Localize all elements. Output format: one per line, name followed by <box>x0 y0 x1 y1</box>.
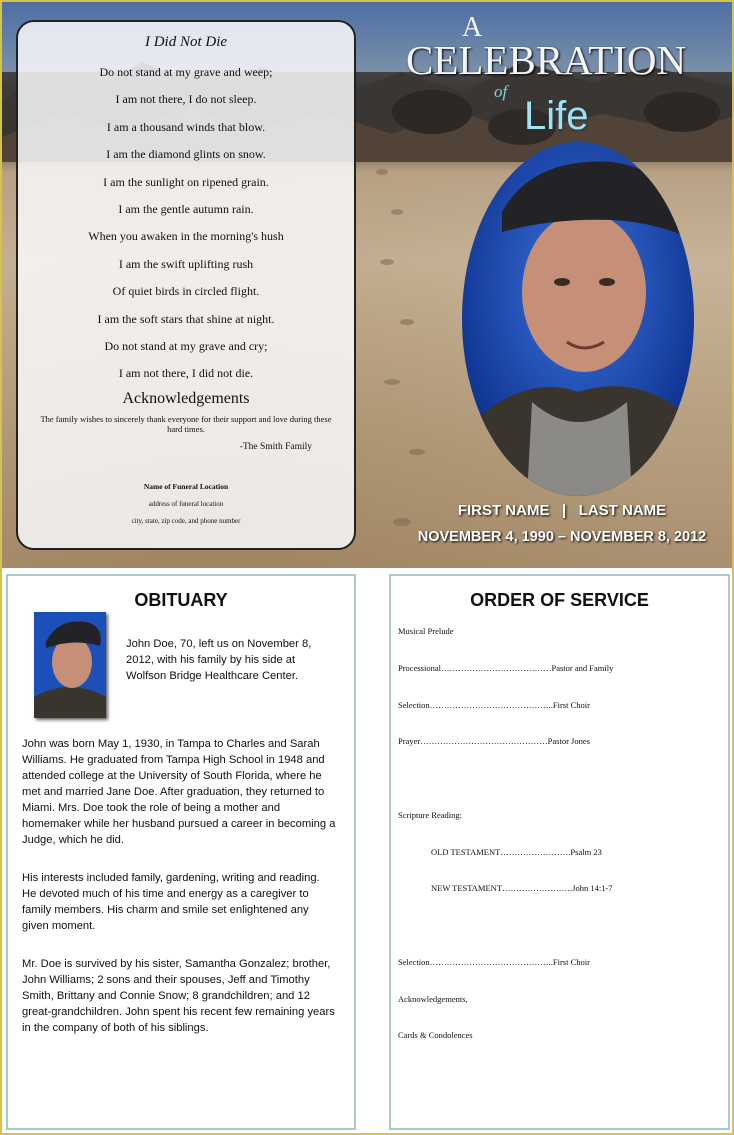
heading-of: of <box>494 82 508 101</box>
poem-line: I am the soft stars that shine at night. <box>97 311 275 326</box>
location-name: Name of Funeral Location <box>143 481 229 491</box>
deceased-name: FIRST NAME | LAST NAME <box>457 502 667 519</box>
poem-line: Do not stand at my grave and cry; <box>104 338 268 353</box>
obituary-paragraph: John was born May 1, 1930, in Tampa to Charles and Sarah Williams. He graduated from Tampa High School in 1948 and attended college at the University of South Florida, where he met and married Jane Doe. After graduation, they returned to Miami. Mrs. Doe took the role of being a mother and homemaker while her husband pursued a career in becoming a Judge, which he did. <box>22 738 336 846</box>
service-item: Acknowledgements, <box>398 994 468 1004</box>
service-item: Selection……………………………………..First Choir <box>398 957 590 967</box>
heading-life: Life <box>524 94 589 138</box>
poem-line: When you awaken in the morning's hush <box>88 229 284 244</box>
footprints-decor <box>362 152 452 552</box>
service-title: ORDER OF SERVICE <box>470 590 649 610</box>
location-address: address of funeral location <box>148 499 224 508</box>
acknowledgements-text: The family wishes to sincerely thank everyone for their support and love during these hard times. <box>40 413 332 434</box>
poem-line: I am a thousand winds that blow. <box>106 119 266 134</box>
location-city: city, state, zip code, and phone number <box>131 516 241 525</box>
acknowledgements-title: Acknowledgements <box>122 389 250 407</box>
obituary-paragraph: Mr. Doe is survived by his sister, Samantha Gonzalez; brother, John Williams; 2 sons and their spouses, Jeff and Timothy Smith, Brittany and Connie Snow; 8 grandchildren; and 12 great-grandchildren. John spent his recent few remaining years in the company of both of his siblings. <box>22 958 335 1034</box>
heading-a: A <box>462 12 483 43</box>
service-item: NEW TESTAMENT…………………….John 14:1-7 <box>431 883 613 893</box>
obituary-title: OBITUARY <box>134 590 228 610</box>
portrait-photo <box>462 142 695 497</box>
obituary-paragraph: His interests included family, gardening, writing and reading. He devoted much of his time and energy as a caregiver to family members. His charm and smile set enlightened any given moment. <box>22 872 320 932</box>
poem-line: I am the diamond glints on snow. <box>106 147 266 162</box>
program-page <box>2 2 732 1133</box>
poem-line: Of quiet birds in circled flight. <box>112 284 260 299</box>
cover-photo-area <box>2 2 732 568</box>
poem-line: Do not stand at my grave and weep; <box>99 65 273 79</box>
obituary-body <box>22 736 336 1058</box>
service-item: Prayer………………………………………Pastor Jones <box>398 736 590 746</box>
service-item: Cards & Condolences <box>398 1030 473 1040</box>
poem-line: I am the gentle autumn rain. <box>118 201 254 216</box>
acknowledgements-signature: -The Smith Family <box>239 441 312 452</box>
obituary-photo <box>34 612 106 718</box>
poem-lines <box>18 59 354 388</box>
service-item: Selection……………………………………..First Choir <box>398 700 590 710</box>
poem-line: I am not there, I did not die. <box>118 366 254 381</box>
service-item: Scripture Reading: <box>398 810 462 820</box>
poem-line: I am the swift uplifting rush <box>118 256 254 271</box>
poem-card <box>16 20 356 550</box>
service-item: Processional…………………………………Pastor and Family <box>398 663 614 673</box>
service-item: OLD TESTAMENT…………………….Psalm 23 <box>431 847 602 857</box>
poem-line: I am the sunlight on ripened grain. <box>103 174 269 189</box>
poem-title: I Did Not Die <box>144 34 228 50</box>
service-item: Musical Prelude <box>398 626 454 636</box>
obituary-panel <box>6 574 356 1130</box>
heading-celebration: CELEBRATION <box>406 37 687 83</box>
celebration-heading <box>402 12 722 142</box>
order-of-service-panel <box>389 574 730 1130</box>
deceased-dates: NOVEMBER 4, 1990 – NOVEMBER 8, 2012 <box>417 529 707 545</box>
poem-line: I am not there, I do not sleep. <box>115 92 257 107</box>
obituary-intro: John Doe, 70, left us on November 8, 2012, with his family by his side at Wolfson Bridge Healthcare Center. <box>126 638 312 682</box>
